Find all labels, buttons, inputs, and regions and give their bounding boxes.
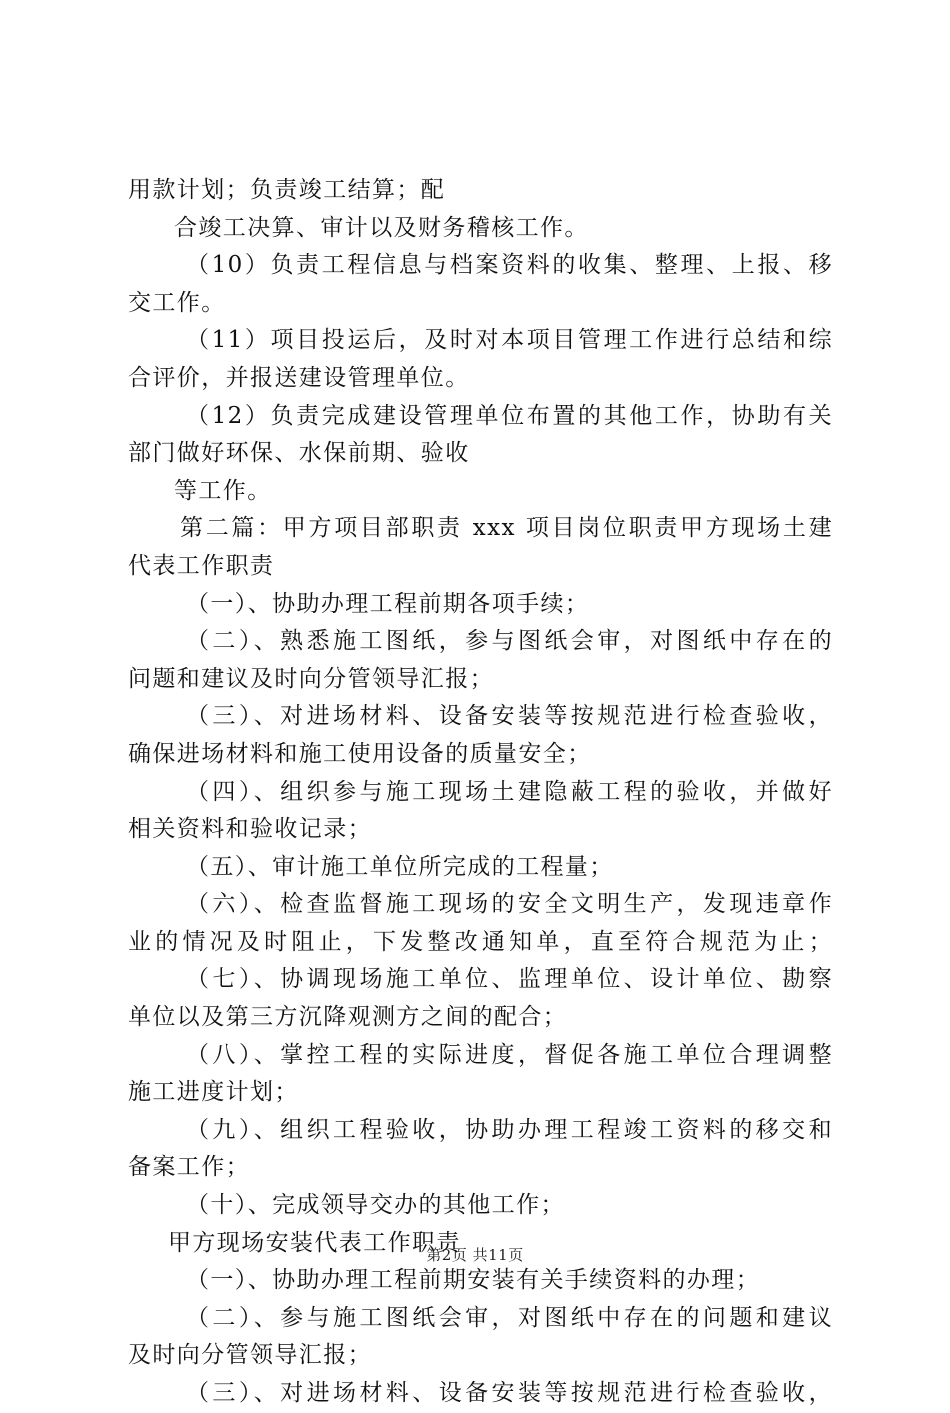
text-line: 单位以及第三方沉降观测方之间的配合； <box>128 1004 568 1031</box>
document-body <box>128 172 833 1413</box>
page-footer: 第2页 共11页 <box>426 1246 524 1264</box>
text-line: 及时向分管领导汇报； <box>128 1342 372 1369</box>
text-line: （六）、检查监督施工现场的安全文明生产，发现违章作 <box>186 891 833 918</box>
text-line: （八）、掌控工程的实际进度，督促各施工单位合理调整 <box>186 1041 833 1068</box>
text-line: （十）、完成领导交办的其他工作； <box>186 1192 565 1219</box>
text-line: 施工进度计划； <box>128 1079 299 1106</box>
text-line: （一）、协助办理工程前期安装有关手续资料的办理； <box>186 1267 761 1294</box>
text-line: 相关资料和验收记录； <box>128 816 372 843</box>
text-line: （九）、组织工程验收，协助办理工程竣工资料的移交和 <box>186 1116 833 1143</box>
text-line: 部门做好环保、水保前期、验收 <box>128 440 470 467</box>
text-line: （11）项目投运后，及时对本项目管理工作进行总结和综 <box>186 327 833 354</box>
text-line: 问题和建议及时向分管领导汇报； <box>128 665 494 692</box>
text-line: （一）、协助办理工程前期各项手续； <box>186 590 590 617</box>
text-line: 第二篇：甲方项目部职责 xxx 项目岗位职责甲方现场土建 <box>180 515 833 542</box>
text-line: （三）、对进场材料、设备安装等按规范进行检查验收， <box>186 703 833 730</box>
text-line: 合竣工决算、审计以及财务稽核工作。 <box>174 214 589 241</box>
text-line: （七）、协调现场施工单位、监理单位、设计单位、勘察 <box>186 966 833 993</box>
text-line: 业的情况及时阻止，下发整改通知单，直至符合规范为止； <box>128 928 833 955</box>
text-line: 等工作。 <box>174 477 272 504</box>
text-line: （二）、熟悉施工图纸，参与图纸会审，对图纸中存在的 <box>186 628 833 655</box>
text-line: （12）负责完成建设管理单位布置的其他工作，协助有关 <box>186 402 833 429</box>
text-line: （10）负责工程信息与档案资料的收集、整理、上报、移 <box>186 252 833 279</box>
text-line: 合评价，并报送建设管理单位。 <box>128 364 470 391</box>
text-line: （四）、组织参与施工现场土建隐蔽工程的验收，并做好 <box>186 778 833 805</box>
text-line: （五）、审计施工单位所完成的工程量； <box>186 853 614 880</box>
text-line: 备案工作； <box>128 1154 250 1181</box>
text-line: 交工作。 <box>128 289 226 316</box>
text-line: 确保进场材料和施工使用设备的质量安全； <box>128 740 592 767</box>
text-line: （三）、对进场材料、设备安装等按规范进行检查验收， <box>186 1380 833 1406</box>
text-line: （二）、参与施工图纸会审，对图纸中存在的问题和建议 <box>186 1304 833 1331</box>
text-line: 代表工作职责 <box>128 552 275 579</box>
text-line: 用款计划；负责竣工结算；配 <box>128 177 446 203</box>
text-line: 甲方现场安装代表工作职责 <box>168 1229 461 1256</box>
